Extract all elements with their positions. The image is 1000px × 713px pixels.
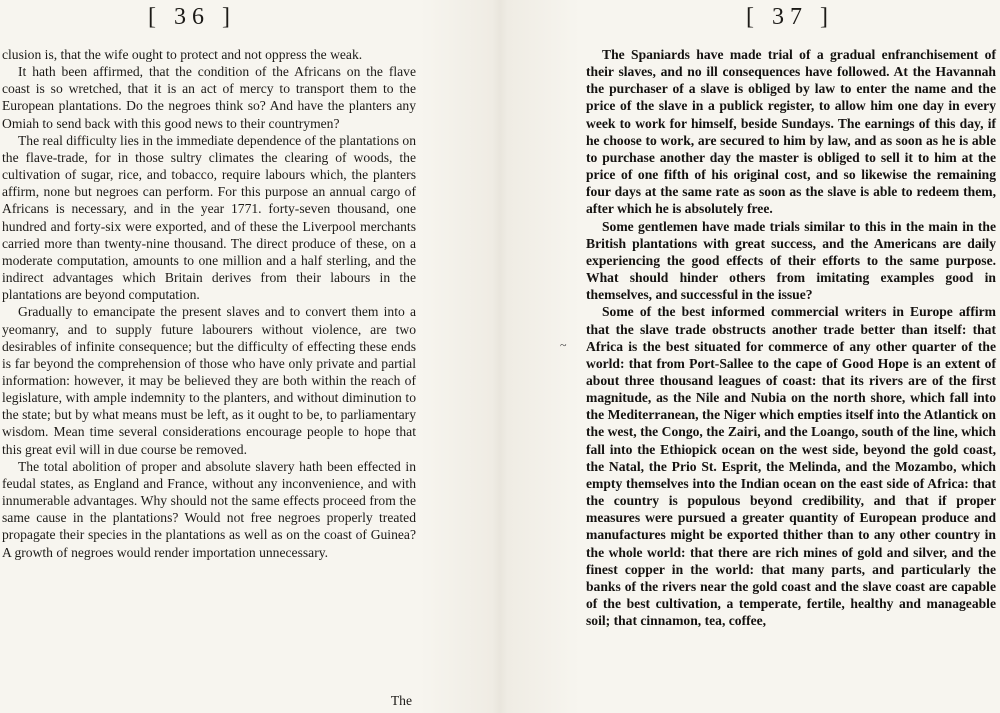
page-number-right: [ 37 ] <box>746 4 834 30</box>
right-page <box>580 0 1000 713</box>
book-gutter <box>420 0 580 713</box>
paragraph: The Spaniards have made trial of a gradual enfranchisement of their slaves, and no ill consequences have followed. At the Havannah the purchaser of a slave is obliged by law to enter the name and the price of the slave in a publick register, to allow him one day in every week to work for himself, beside Sundays. The earnings of this day, if he choose to work, are secured to him by law, and as soon as he is able to purchase another day the master is obliged to sell it to him at the price of one fifth of his original cost, and so likewise the remaining four days at the same rate as soon as the slave is able to redeem them, after which he is absolutely free. <box>586 47 996 217</box>
paragraph: Some gentlemen have made trials similar to this in the main in the British plantations with great success, and the Americans are daily experiencing the good effects of their efforts to the same purpose. What should hinder others from imitating examples good in themselves, and successful in the issue? <box>586 218 996 303</box>
paragraph: It hath been affirmed, that the condition of the Africans on the flave coast is so wretched, that it is an act of mercy to transport them to the European plantations. Do the negroes think so? And have the planters any Omiah to send back with this good news to their countrymen? <box>2 64 416 131</box>
left-page <box>0 0 420 713</box>
paragraph: Gradually to emancipate the present slaves and to convert them into a yeomanry, and to supply future labourers without violence, are two desirables of infinite consequence; but the difficulty of effecting these ends is far beyond the comprehension of those who have only private and partial information: however, it may be believed they are both within the reach of legislature, with ample indemnity to the planters, and without diminution to the state; but by what means must be left, as it ought to be, to parliamentary wisdom. Mean time several considerations encourage people to hope that this great evil will in due course be removed. <box>2 304 416 457</box>
paragraph: The real difficulty lies in the immediate dependence of the plantations on the flave-trade, for in those sultry climates the clearing of woods, the cultivation of sugar, rice, and tobacco, require labours which, the planters affirm, none but negroes can perform. For this purpose an annual cargo of Africans is necessary, and in the year 1771. forty-seven thousand, one hundred and forty-six were exported, and of these the Liverpool merchants carried more than twenty-nine thousand. The direct produce of these, on a moderate computation, amounts to one million and a half sterling, and the indirect advantages which Britain derives from their labours in the plantations are beyond computation. <box>2 132 416 303</box>
page-number-left: [ 36 ] <box>148 4 236 30</box>
right-page-text <box>586 46 996 629</box>
paragraph: clusion is, that the wife ought to protect and not oppress the weak. <box>2 47 363 62</box>
catchword: The <box>390 693 412 708</box>
left-page-text <box>2 46 416 561</box>
margin-mark: ~ <box>560 338 567 352</box>
paragraph: Some of the best informed commercial writers in Europe affirm that the slave trade obstructs another trade better than itself: that Africa is the best situated for commerce of any other quarter of the world: that from Port-Sallee to the cape of Good Hope is an extent of about three thousand leagues of coast: that its rivers are of the first magnitude, as the Nile and Nubia on the north shore, which fall into the Mediterranean, the Niger which empties itself into the Atlantick on the west, the Congo, the Zairi, and the Loango, south of the line, which fall into the Ethiopick ocean on the west side, beyond the gold coast, the Natal, the Prio St. Esprit, the Melinda, and the Mozambo, which empty themselves into the Indian ocean on the east side of Africa: that the country is populous beyond credibility, and that if proper measures were pursued a greater quantity of European produce and manufactures might be exported thither than to any other country in the whole world: that there are rich mines of gold and silver, and the finest copper in the world: that many parts, and particularly the banks of the rivers near the gold coast and the slave coast are capable of the best cultivation, a temperate, fertile, healthy and manageable soil; that cinnamon, tea, coffee, <box>586 304 996 629</box>
paragraph: The total abolition of proper and absolute slavery hath been effected in feudal states, as England and France, without any inconvenience, and with innumerable advantages. Why should not the same effects proceed from the same cause in the plantations? Would not free negroes properly treated propagate their species in the plantations as well as on the coast of Guinea? A growth of negroes would render importation unnecessary. <box>2 458 416 560</box>
